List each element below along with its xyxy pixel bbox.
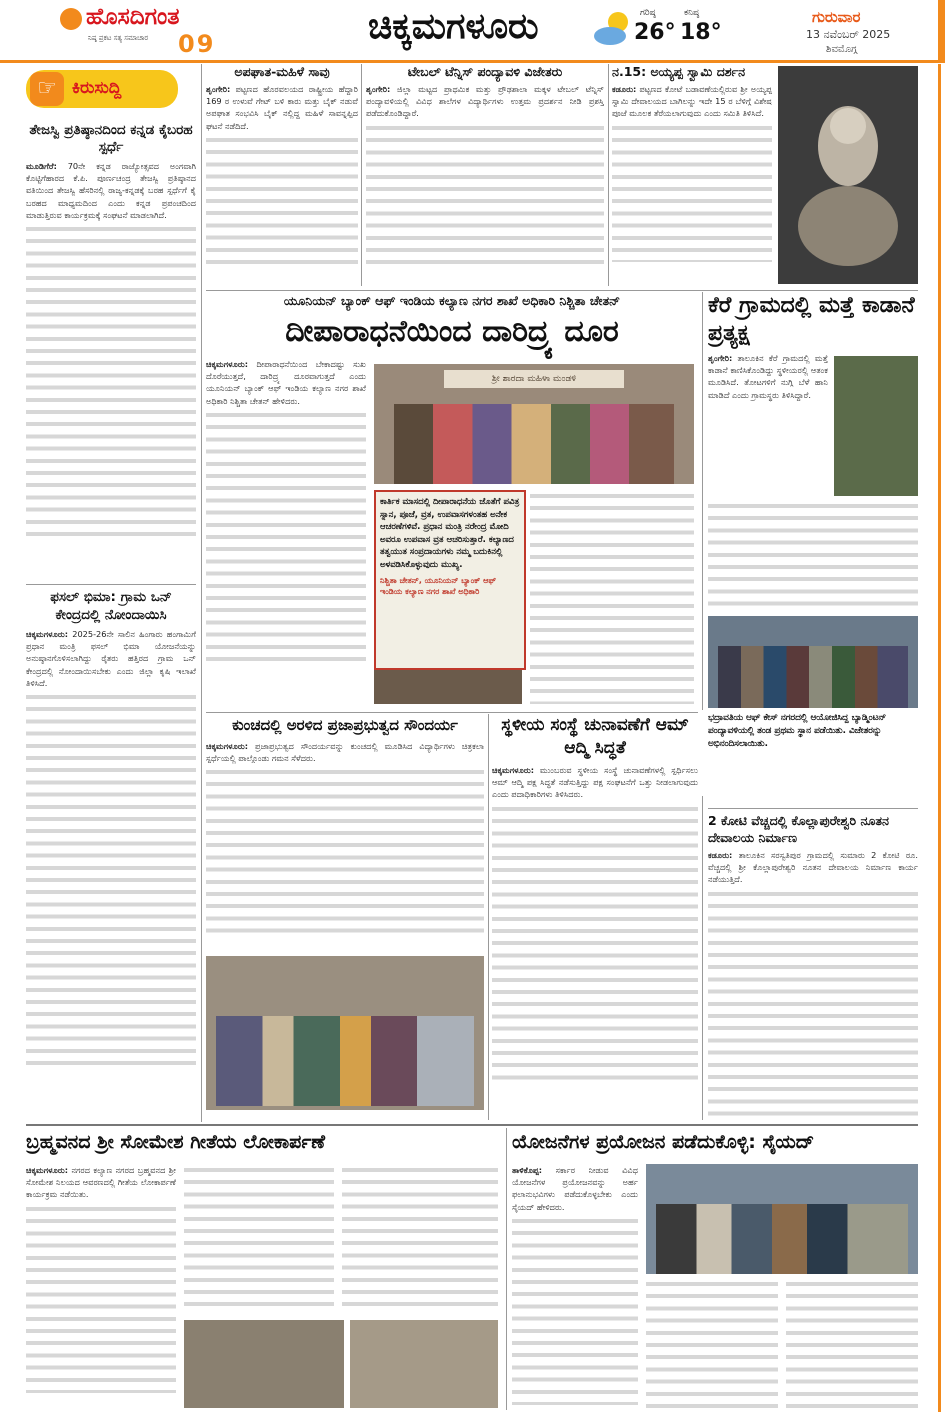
lead-text: ಪಟ್ಟಣದ ಕೋಟೆ ಬಡಾವಣೆಯಲ್ಲಿರುವ ಶ್ರೀ ಅಯ್ಯಪ್ಪ ಸ್ವಾಮಿ ದೇವಾಲಯದ ಬಾಗಿಲನ್ನು ಇದೇ 15 ರ ಬೆಳಿಗ್ಗೆ ವಿಶೇಷ ಪೂಜೆ ಮೂಲಕ ತೆರೆಯಲಾಗುವುದು ಎಂದು ಸಮಿತಿ ತಿಳಿಸಿದೆ. bbox=[612, 84, 772, 119]
continuation-text bbox=[26, 1203, 176, 1393]
team-silhouettes bbox=[718, 646, 908, 708]
gita-release-photo-1 bbox=[184, 1320, 344, 1408]
lamp-lighting-photo bbox=[374, 670, 522, 704]
article-tejaswi bbox=[26, 122, 196, 578]
dateline: ತಾಳಿಕೊಪ್ಪ: bbox=[512, 1165, 543, 1175]
yojane-meeting-photo bbox=[646, 1164, 918, 1274]
lead-text: ತಾಲೂಕಿನ ಕೆರೆ ಗ್ರಾಮದಲ್ಲಿ ಮತ್ತೆ ಕಾಡಾನೆ ಕಾಣಿಸಿಕೊಂಡಿದ್ದು ಸ್ಥಳೀಯರಲ್ಲಿ ಆತಂಕ ಮೂಡಿಸಿದೆ. ತೋಟಗಳಿಗೆ ನುಗ್ಗಿ ಬೆಳೆ ಹಾನಿ ಮಾಡಿದೆ ಎಂದು ಗ್ರಾಮಸ್ಥರು ತಿಳಿಸಿದ್ದಾರೆ. bbox=[708, 353, 829, 400]
hand-point-icon: ☞ bbox=[30, 72, 64, 106]
dateline: ಚಿಕ್ಕಮಗಳೂರು: bbox=[206, 741, 249, 751]
divider bbox=[26, 584, 196, 585]
children-painting bbox=[216, 1016, 474, 1106]
headline: ಅಪಘಾತ-ಮಹಿಳೆ ಸಾವು bbox=[234, 64, 330, 79]
headline: ಯೋಜನೆಗಳ ಪ್ರಯೋಜನ ಪಡೆದುಕೊಳ್ಳಿ: ಸೈಯದ್ bbox=[512, 1131, 815, 1153]
issue-date: 13 ನವೆಂಬರ್ 2025 bbox=[806, 28, 891, 41]
dateline: ಶೃಂಗೇರಿ: bbox=[206, 84, 231, 94]
lead-text: ನಗರದ ಕಲ್ಯಾಣ ನಗರದ ಬ್ರಹ್ಮವನದ ಶ್ರೀ ಸೋಮೇಶ ನಿಲಯದ ಆವರಣದಲ್ಲಿ ಗೀತೆಯ ಲೋಕಾರ್ಪಣೆ ಕಾರ್ಯಕ್ರಮ ನಡೆಯಿತು. bbox=[26, 1165, 176, 1200]
article-body bbox=[708, 352, 828, 401]
headline: ಫಸಲ್ ಭಿಮಾ: ಗ್ರಾಮ ಒನ್ ಕೇಂದ್ರದಲ್ಲಿ ನೋಂದಾಯಿಸಿ bbox=[50, 589, 172, 623]
continuation-text bbox=[612, 122, 772, 262]
painting-contest-photo bbox=[206, 956, 484, 1110]
lead-text: 2025-26ನೇ ಸಾಲಿನ ಹಿಂಗಾರು ಹಂಗಾಮಿಗೆ ಪ್ರಧಾನ ಮಂತ್ರಿ ಫಸಲ್ ಭಿಮಾ ಯೋಜನೆಯನ್ನು ಅನುಷ್ಠಾನಗೊಳಿಸಲಾಗಿದ್ದು ರೈತರು ಹತ್ತಿರದ ಗ್ರಾಮ ಒನ್ ಕೇಂದ್ರದಲ್ಲಿ ನೋಂದಾಯಿಸಬೇಕು ಎಂದು ಜಿಲ್ಲಾ ಕೃಷಿ ಇಲಾಖೆ ತಿಳಿಸಿದೆ. bbox=[26, 629, 196, 688]
deity-idol-icon bbox=[778, 66, 918, 284]
article-body bbox=[492, 764, 698, 801]
min-temp: 18° bbox=[680, 20, 722, 45]
column-divider bbox=[506, 1128, 507, 1410]
mahila-mandali-photo bbox=[374, 364, 694, 484]
max-temp-label: ಗರಿಷ್ಠ bbox=[640, 8, 656, 18]
article-body bbox=[708, 849, 918, 886]
edition-place: ಶಿವಮೊಗ್ಗ bbox=[826, 44, 858, 55]
dateline: ಶೃಂಗೇರಿ: bbox=[366, 84, 391, 94]
badminton-caption: ಭದ್ರಾವತಿಯ ಆಫ್ ಕೇಸ್ ನಗರದಲ್ಲಿ ಆಯೋಜಿಸಿದ್ದ ಬ್ಯಾಡ್ಮಿಂಟನ್ ಪಂದ್ಯಾವಳಿಯಲ್ಲಿ ತಂಡ ಪ್ರಥಮ ಸ್ಥಾನ ಪಡೆಯಿತು. ವಿಜೇತರನ್ನು ಅಭಿನಂದಿಸಲಾಯಿತು. bbox=[708, 713, 887, 749]
continuation-text bbox=[184, 1164, 334, 1314]
continuation-text bbox=[530, 490, 694, 704]
lead-text: ಜಿಲ್ಲಾ ಮಟ್ಟದ ಪ್ರಾಥಮಿಕ ಮತ್ತು ಪ್ರೌಢಶಾಲಾ ಮಕ್ಕಳ ಟೇಬಲ್ ಟೆನ್ನಿಸ್ ಪಂದ್ಯಾವಳಿಯಲ್ಲಿ ವಿವಿಧ ಶಾಲೆಗಳ ವಿದ್ಯಾರ್ಥಿಗಳು ಉತ್ತಮ ಪ್ರದರ್ಶನ ನೀಡಿ ಪ್ರಶಸ್ತಿ ಪಡೆದುಕೊಂಡಿದ್ದಾರೆ. bbox=[366, 84, 604, 119]
quote-attribution: ನಿಶ್ಚಿತಾ ಚೇತನ್, ಯೂನಿಯನ್ ಬ್ಯಾಂಕ್ ಆಫ್ ಇಂಡಿಯ ಕಲ್ಯಾಣ ನಗರ ಶಾಖೆ ಅಧಿಕಾರಿ bbox=[380, 576, 497, 596]
badminton-team-photo bbox=[708, 616, 918, 708]
dateline: ಚಿಕ್ಕಮಗಳೂರು: bbox=[492, 765, 535, 775]
issue-day: ಗುರುವಾರ bbox=[812, 8, 861, 26]
lead-text: ದೀಪಾರಾಧನೆಯಿಂದ ಬೇಕಾದಷ್ಟು ಸುಖ ದೊರೆಯುತ್ತದೆ, ದಾರಿದ್ರ್ಯ ದೂರವಾಗುತ್ತದೆ ಎಂದು ಯೂನಿಯನ್ ಬ್ಯಾಂಕ್ ಆಫ್ ಇಂಡಿಯ ಕಲ್ಯಾಣ ನಗರ ಶಾಖೆ ಅಧಿಕಾರಿ ನಿಶ್ಚಿತಾ ಚೇತನ್ ಹೇಳಿದರು. bbox=[206, 359, 366, 406]
article-body bbox=[206, 740, 484, 764]
elephant-photo bbox=[834, 356, 918, 496]
continuation-text bbox=[708, 500, 918, 610]
edge-accent-bar bbox=[938, 0, 945, 60]
main-headline: ದೀಪಾರಾಧನೆಯಿಂದ ದಾರಿದ್ರ್ಯ ದೂರ bbox=[285, 314, 619, 349]
continuation-text bbox=[512, 1215, 638, 1405]
continuation-text bbox=[786, 1278, 918, 1408]
section-divider bbox=[206, 290, 918, 291]
lamp-logo-icon bbox=[60, 8, 82, 30]
column-divider bbox=[201, 64, 202, 1122]
lead-text: ತಾಲೂಕಿನ ಸರಸ್ವತಿಪುರ ಗ್ರಾಮದಲ್ಲಿ ಸುಮಾರು 2 ಕೋಟಿ ರೂ. ವೆಚ್ಚದಲ್ಲಿ ಶ್ರೀ ಕೊಲ್ಲಾಪುರೇಶ್ವರಿ ನೂತನ ದೇವಾಲಯ ನಿರ್ಮಾಣ ಕಾರ್ಯ ನಡೆಯುತ್ತಿದೆ. bbox=[708, 850, 918, 885]
dateline: ಶೃಂಗೇರಿ: bbox=[708, 353, 733, 363]
continuation-text bbox=[206, 766, 484, 936]
column-divider bbox=[702, 292, 703, 710]
continuation-text bbox=[342, 1164, 498, 1314]
section-divider bbox=[708, 808, 918, 809]
section-divider bbox=[26, 1124, 918, 1126]
continuation-text bbox=[366, 122, 604, 272]
article-aap bbox=[492, 714, 698, 1120]
headline: ಬ್ರಹ್ಮವನದ ಶ್ರೀ ಸೋಮೇಶ ಗೀತೆಯ ಲೋಕಾರ್ಪಣೆ bbox=[26, 1131, 326, 1153]
article-body bbox=[206, 83, 358, 132]
weather-sun-cloud-icon bbox=[590, 8, 636, 48]
lead-text: 70ನೇ ಕನ್ನಡ ರಾಜ್ಯೋತ್ಸವದ ಅಂಗವಾಗಿ ಕೊಟ್ಟಿಗೆಹಾರದ ಕೆ.ಪಿ. ಪೂರ್ಣಚಂದ್ರ ತೇಜಸ್ವಿ ಪ್ರತಿಷ್ಠಾನದ ವತಿಯಿಂದ ತೇಜಸ್ವಿ ಹೆಸರಿನಲ್ಲಿ ರಾಜ್ಯ-ಕನ್ನಡಕ್ಕೆ ಬರಹ ಸ್ಪರ್ಧೆಗೆ ಕೈ ಬರಹದ ಮಾಧ್ಯಮದಿಂದ ಎಂದು ಕನ್ನಡ ಪ್ರಪಂಚದಿಂದ ಮಾಡುತ್ತಿರುವ ಕಾರ್ಯಕ್ರಮಕ್ಕೆ ಸಂಘಟನೆ ಮಾಡಲಾಗಿದೆ. bbox=[26, 161, 196, 220]
dateline: ಚಿಕ್ಕಮಗಳೂರು: bbox=[206, 359, 249, 369]
kiru-suddi-banner bbox=[26, 66, 182, 118]
headline: ನ.15: ಅಯ್ಯಪ್ಪ ಸ್ವಾಮಿ ದರ್ಶನ bbox=[612, 64, 746, 79]
article-apaghata bbox=[206, 64, 358, 286]
dateline: ಕಡೂರು: bbox=[708, 850, 733, 860]
continuation-text bbox=[492, 803, 698, 1087]
kicker: ಯೂನಿಯನ್ ಬ್ಯಾಂಕ್ ಆಫ್ ಇಂಡಿಯ ಕಲ್ಯಾಣ ನಗರ ಶಾಖೆ ಅಧಿಕಾರಿ ನಿಶ್ಚಿತಾ ಚೇತನ್ bbox=[283, 293, 621, 308]
lead-text: ಪಟ್ಟಣದ ಹೊರವಲಯದ ರಾಷ್ಟ್ರೀಯ ಹೆದ್ದಾರಿ 169 ರ ಉಳುವೆ ಗೇಟ್ ಬಳಿ ಕಾರು ಮತ್ತು ಬೈಕ್ ನಡುವೆ ಅಪಘಾತ ಸಂಭವಿಸಿ ಬೈಕ್ ನಲ್ಲಿದ್ದ ಮಹಿಳೆ ಸಾವನ್ನಪ್ಪಿದ ಘಟನೆ ನಡೆದಿದೆ. bbox=[206, 84, 358, 131]
ayyappa-photo bbox=[778, 66, 918, 284]
article-lead bbox=[206, 358, 366, 407]
continuation-text bbox=[646, 1278, 778, 1408]
article-body bbox=[512, 1164, 638, 1408]
continuation-text bbox=[206, 409, 366, 669]
quote-box bbox=[374, 490, 526, 670]
article-body-col3 bbox=[530, 490, 694, 704]
article-ayyappa bbox=[612, 64, 772, 286]
gita-release-photo-2 bbox=[350, 1320, 498, 1408]
right-edge-bar bbox=[938, 64, 941, 1412]
lead-text: ಪ್ರಜಾಪ್ರಭುತ್ವದ ಸೌಂದರ್ಯವನ್ನು ಕುಂಚದಲ್ಲಿ ಮೂಡಿಸಿದ ವಿದ್ಯಾರ್ಥಿಗಳು ಚಿತ್ರಕಲಾ ಸ್ಪರ್ಧೆಯಲ್ಲಿ ಪಾಲ್ಗೊಂಡು ಗಮನ ಸೆಳೆದರು. bbox=[206, 741, 484, 764]
article-body bbox=[26, 1164, 176, 1408]
paper-tagline: ನಿಷ್ಠ ಪ್ರಕಟ ಸತ್ಯ ಸಮಾಚಾರ bbox=[88, 34, 149, 42]
headline: ತೇಜಸ್ವಿ ಪ್ರತಿಷ್ಠಾನದಿಂದ ಕನ್ನಡ ಕೈಬರಹ ಸ್ಪರ್ಧೆ bbox=[29, 122, 193, 155]
dateline: ಕಡೂರು: bbox=[612, 84, 637, 94]
kiru-suddi-label: ಕಿರುಸುದ್ದಿ bbox=[72, 78, 122, 98]
dateline: ಚಿಕ್ಕಮಗಳೂರು: bbox=[26, 629, 69, 639]
headline: 2 ಕೋಟಿ ವೆಚ್ಚದಲ್ಲಿ ಕೊಲ್ಲಾಪುರೇಶ್ವರಿ ನೂತನ ದೇವಾಲಯ ನಿರ್ಮಾಣ bbox=[708, 813, 889, 845]
continuation-text bbox=[26, 691, 196, 1071]
article-body bbox=[612, 83, 772, 120]
column-divider bbox=[488, 714, 489, 1120]
min-temp-label: ಕನಿಷ್ಠ bbox=[684, 8, 700, 18]
officials-silhouettes bbox=[656, 1204, 908, 1274]
article-lead bbox=[26, 1164, 176, 1201]
column-divider bbox=[608, 64, 609, 286]
dateline: ಮೂಡಿಗೆರೆ: bbox=[26, 161, 57, 171]
lead-text: ಸರ್ಕಾರ ನೀಡುವ ವಿವಿಧ ಯೋಜನೆಗಳ ಪ್ರಯೋಜನವನ್ನು ಅರ್ಹ ಫಲಾನುಭವಿಗಳು ಪಡೆದುಕೊಳ್ಳಬೇಕು ಎಂದು ಸೈಯದ್ ಹೇಳಿದರು. bbox=[512, 1165, 638, 1212]
city-title: ಚಿಕ್ಕಮಗಳೂರು bbox=[368, 6, 539, 47]
quote-text: ಕಾರ್ತಿಕ ಮಾಸದಲ್ಲಿ ದೀಪಾರಾಧನೆಯ ಜೊತೆಗೆ ಪವಿತ್ರ ಸ್ನಾನ, ಪೂಜೆ, ವ್ರತ, ಉಪವಾಸಗಳಂತಹ ಅನೇಕ ಆಚರಣೆಗಳಿವೆ. ಪ್ರಧಾನ ಮಂತ್ರಿ ನರೇಂದ್ರ ಮೋದಿ ಅವರೂ ಉಪವಾಸ ವ್ರತ ಆಚರಿಸುತ್ತಾರೆ. ಕಲ್ಯಾಣದ ತತ್ವಯುತ ಸಂಪ್ರದಾಯಗಳು ನಮ್ಮ ಬದುಕಿನಲ್ಲಿ ಅಳವಡಿಸಿಕೊಳ್ಳುವುದು ಮುಖ್ಯ. bbox=[380, 497, 520, 570]
headline: ಸ್ಥಳೀಯ ಸಂಸ್ಥೆ ಚುನಾವಣೆಗೆ ಆಮ್ ಆದ್ಮಿ ಸಿದ್ಧತೆ bbox=[501, 715, 689, 758]
photo-banner: ಶ್ರೀ ಶಾರದಾ ಮಹಿಳಾ ಮಂಡಳಿ bbox=[444, 370, 624, 388]
article-kollapura bbox=[708, 812, 918, 1120]
section-divider bbox=[206, 712, 698, 713]
continuation-text bbox=[708, 888, 918, 1118]
headline: ಕೆರೆ ಗ್ರಾಮದಲ್ಲಿ ಮತ್ತೆ ಕಾಡಾನೆ ಪ್ರತ್ಯಕ್ಷ bbox=[708, 293, 915, 346]
article-body bbox=[26, 160, 196, 221]
page-number: 09 bbox=[178, 30, 216, 58]
article-body bbox=[366, 83, 604, 120]
article-tabletennis bbox=[366, 64, 604, 286]
paper-name: ಹೊಸದಿಗಂತ bbox=[86, 4, 180, 30]
headline: ಕುಂಚದಲ್ಲಿ ಅರಳಿದ ಪ್ರಜಾಪ್ರಭುತ್ವದ ಸೌಂದರ್ಯ bbox=[232, 716, 458, 734]
article-fasal bbox=[26, 588, 196, 1112]
dateline: ಚಿಕ್ಕಮಗಳೂರು: bbox=[26, 1165, 69, 1175]
people-silhouettes bbox=[394, 404, 674, 484]
column-divider bbox=[361, 64, 362, 286]
continuation-text bbox=[206, 134, 358, 264]
column-divider bbox=[702, 796, 703, 1120]
article-body bbox=[26, 628, 196, 689]
max-temp: 26° bbox=[634, 20, 676, 45]
headline: ಟೇಬಲ್ ಟೆನ್ನಿಸ್ ಪಂದ್ಯಾವಳಿ ವಿಜೇತರು bbox=[407, 64, 563, 79]
lead-text: ಮುಂಬರುವ ಸ್ಥಳೀಯ ಸಂಸ್ಥೆ ಚುನಾವಣೆಗಳಲ್ಲಿ ಸ್ಪರ್ಧಿಸಲು ಆಮ್ ಆದ್ಮಿ ಪಕ್ಷ ಸಿದ್ಧತೆ ನಡೆಸುತ್ತಿದ್ದು ಪಕ್ಷ ಸಂಘಟನೆಗೆ ಒತ್ತು ನೀಡಲಾಗುವುದು ಎಂದು ಪದಾಧಿಕಾರಿಗಳು ತಿಳಿಸಿದರು. bbox=[492, 765, 698, 800]
article-lead bbox=[512, 1164, 638, 1213]
article-body bbox=[206, 358, 366, 698]
continuation-text bbox=[26, 223, 196, 543]
